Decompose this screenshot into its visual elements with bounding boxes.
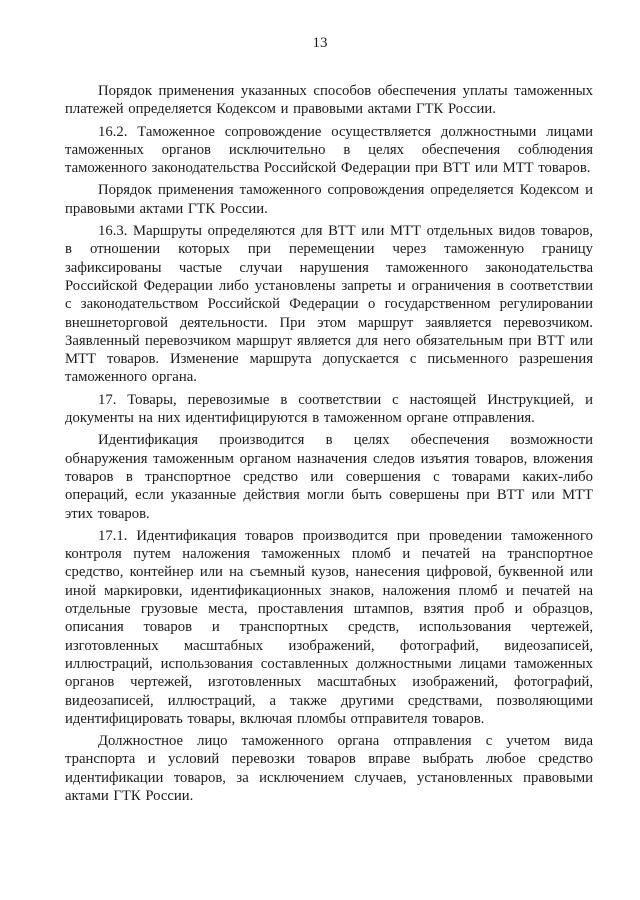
document-body [65,82,593,805]
paragraph-order-of-payment-security: Порядок применения указанных способов обеспечения уплаты таможенных платежей определяется Кодексом и правовыми актами ГТК России. [65,83,593,118]
paragraph-identification-purpose: Идентификация производится в целях обеспечения возможности обнаружения таможенным органом назначения следов изъятия товаров, вложения товаров в транспортное средство или совершения с товарами каких-либо операций, если указанные действия могли быть совершены при ВТТ или МТТ этих товаров. [65,432,593,522]
paragraph-17-goods-identification: 17. Товары, перевозимые в соответствии с настоящей Инструкцией, и документы на них идентифицируются в таможенном органе отправления. [65,391,593,427]
page-number: 13 [312,35,328,51]
paragraph-16-2-customs-escort: 16.2. Таможенное сопровождение осуществляется должностными лицами таможенных органов исключительно в целях обеспечения соблюдения таможенного законодательства Российской Федерации при ВТТ или МТТ товаров. [65,123,593,177]
paragraph-escort-procedure: Порядок применения таможенного сопровождения определяется Кодексом и правовыми актами ГТК России. [65,182,593,217]
paragraph-16-3-routes: 16.3. Маршруты определяются для ВТТ или МТТ отдельных видов товаров, в отношении которых при перемещении через таможенную границу зафиксированы частые случаи нарушения таможенного законодательства Российской Федерации либо установлены запреты и ограничения в соответствии с законодательством Российской Федерации о государственном регулировании внешнеторговой деятельности. При этом маршрут заявляется перевозчиком. Заявленный перевозчиком маршрут является для него обязательным при ВТТ или МТТ товаров. Изменение маршрута допускается с письменного разрешения таможенного органа. [65,223,593,386]
paragraph-official-choice-of-means: Должностное лицо таможенного органа отправления с учетом вида транспорта и условий перевозки товаров вправе выбрать любое средство идентификации товаров, за исключением случаев, установленных правовыми актами ГТК России. [65,733,593,804]
paragraph-17-1-identification-means: 17.1. Идентификация товаров производится при проведении таможенного контроля путем наложения таможенных пломб и печатей на транспортное средство, контейнер или на съемный кузов, нанесения цифровой, буквенной или иной маркировки, идентификационных знаков, наложения пломб и печатей на отдельные грузовые места, проставления штампов, взятия проб и образцов, описания товаров и транспортных средств, использования чертежей, изготовленных масштабных изображений, фотографий, видеозаписей, иллюстраций, использования составленных должностными лицами таможенных органов чертежей, изготовленных масштабных изображений, фотографий, видеозаписей, иллюстраций, а также другими средствами, позволяющими идентифицировать товары, включая пломбы отправителя товаров. [65,527,593,727]
